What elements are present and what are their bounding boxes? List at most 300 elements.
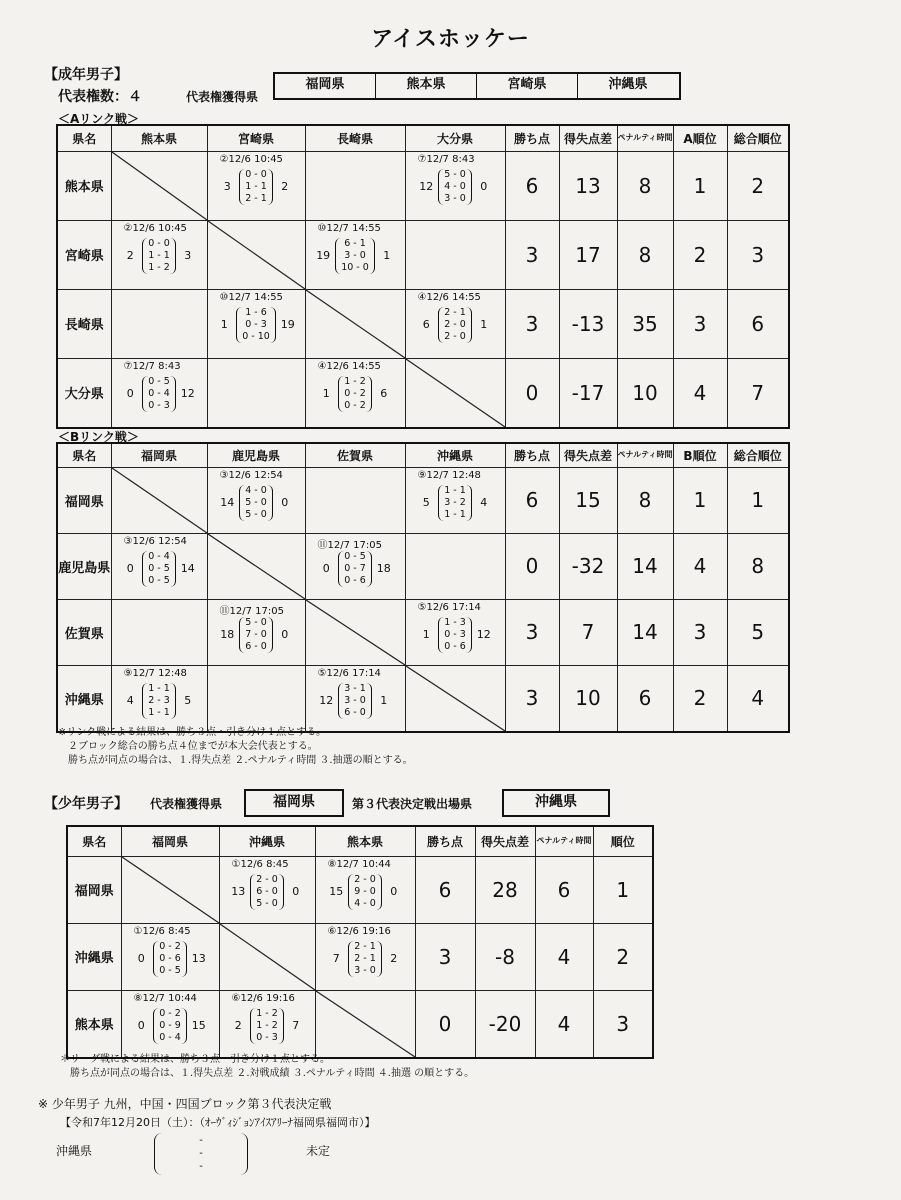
penalty-cell: 10 <box>617 358 673 428</box>
diff-cell: -17 <box>559 358 617 428</box>
period-score: 10 - 0 <box>341 261 369 273</box>
match-cell <box>315 990 415 1058</box>
period-score: 0 - 5 <box>344 550 366 562</box>
match-score <box>306 551 405 587</box>
period-score: 3 - 1 <box>344 682 366 694</box>
diff-cell: 13 <box>559 151 617 220</box>
match-cell <box>111 533 207 599</box>
penalty-cell: 14 <box>617 533 673 599</box>
period-score: 6 - 0 <box>344 706 366 718</box>
match-result <box>208 600 305 665</box>
period-score: 4 - 0 <box>354 897 376 909</box>
table-row <box>67 990 653 1058</box>
match-cell <box>315 923 415 990</box>
match-date: ④12/6 14:55 <box>317 360 381 372</box>
period-score: 2 - 0 <box>354 873 376 885</box>
header-diff: 得失点差 <box>475 826 535 856</box>
match-cell <box>315 856 415 923</box>
match-date: ③12/6 12:54 <box>123 535 187 547</box>
total-rank-cell: 3 <box>727 220 789 289</box>
period-score: 5 - 0 <box>245 616 267 628</box>
period-score: 1 - 2 <box>256 1007 278 1019</box>
rank-cell: 4 <box>673 358 727 428</box>
diagonal-line <box>316 991 415 1057</box>
header-team: 熊本県 <box>315 826 415 856</box>
period-scores <box>250 1008 284 1044</box>
penalty-cell: 6 <box>617 665 673 732</box>
points-cell: 3 <box>415 923 475 990</box>
match-date: ⑥12/6 19:16 <box>327 925 391 937</box>
row-team: 熊本県 <box>57 151 111 220</box>
goals-for: 0 <box>126 562 134 575</box>
header-team: 福岡県 <box>111 443 207 467</box>
goals-for: 12 <box>319 694 334 707</box>
header-total-rank: 総合順位 <box>727 443 789 467</box>
header-row <box>57 125 789 151</box>
period-score: 0 - 6 <box>159 952 181 964</box>
goals-against: 6 <box>380 387 388 400</box>
match-result <box>122 924 219 990</box>
match-score <box>122 941 219 977</box>
match-cell <box>305 289 405 358</box>
total-rank-cell: 6 <box>727 289 789 358</box>
match-cell <box>121 990 219 1058</box>
diff-cell: 28 <box>475 856 535 923</box>
period-score: 0 - 3 <box>444 628 466 640</box>
note-line: 勝ち点が同点の場合は、１.得失点差 ２.対戦成績 ３.ペナルティ時間 ４.抽選 の順とする。 <box>70 1068 475 1079</box>
match-score <box>208 485 305 521</box>
header-penalty: ペナルティ時間 <box>535 826 593 856</box>
match-cell <box>405 467 505 533</box>
table-row <box>57 467 789 533</box>
goals-against: 14 <box>180 562 195 575</box>
period-score: 0 - 4 <box>148 387 170 399</box>
points-cell: 0 <box>505 533 559 599</box>
match-result <box>220 991 315 1057</box>
match-result <box>208 468 305 533</box>
match-score <box>406 617 505 653</box>
match-cell <box>305 220 405 289</box>
period-score: 0 - 9 <box>159 1019 181 1031</box>
match-date: ⑪12/7 17:05 <box>219 605 284 617</box>
match-cell <box>207 289 305 358</box>
diff-cell: -32 <box>559 533 617 599</box>
adult-section-label: 【成年男子】 <box>44 67 128 83</box>
match-score <box>208 169 305 205</box>
goals-for: 0 <box>126 387 134 400</box>
goals-for: 4 <box>126 694 134 707</box>
header-rank: A順位 <box>673 125 727 151</box>
row-team: 福岡県 <box>57 467 111 533</box>
match-result <box>208 290 305 358</box>
table-row <box>57 533 789 599</box>
match-result <box>406 600 505 665</box>
header-pref: 県名 <box>67 826 121 856</box>
row-team: 熊本県 <box>67 990 121 1058</box>
playoff-team: 沖縄県 <box>56 1144 93 1158</box>
header-diff: 得失点差 <box>559 443 617 467</box>
points-cell: 6 <box>505 467 559 533</box>
goals-against: 0 <box>480 180 488 193</box>
header-points: 勝ち点 <box>505 443 559 467</box>
table-row <box>57 665 789 732</box>
header-team: 大分県 <box>405 125 505 151</box>
total-rank-cell: 2 <box>727 151 789 220</box>
period-score: 9 - 0 <box>354 885 376 897</box>
match-date: ②12/6 10:45 <box>123 222 187 234</box>
youth-table <box>66 825 654 1059</box>
header-team: 宮崎県 <box>207 125 305 151</box>
adult-notes <box>58 726 413 768</box>
goals-for: 15 <box>329 885 344 898</box>
header-row <box>57 443 789 467</box>
match-cell <box>207 599 305 665</box>
period-score: 2 - 0 <box>256 873 278 885</box>
diff-cell: 7 <box>559 599 617 665</box>
period-scores <box>348 874 382 910</box>
diagonal-line <box>112 152 207 220</box>
match-cell <box>219 856 315 923</box>
playoff-opponent: 未定 <box>306 1144 331 1158</box>
match-cell <box>405 358 505 428</box>
match-date: ④12/6 14:55 <box>417 291 481 303</box>
goals-for: 13 <box>231 885 246 898</box>
match-date: ⑥12/6 19:16 <box>231 992 295 1004</box>
period-score: 5 - 0 <box>245 496 267 508</box>
match-cell <box>111 467 207 533</box>
period-score: 3 - 0 <box>354 964 376 976</box>
goals-against: 15 <box>191 1019 206 1032</box>
period-score: 2 - 0 <box>444 318 466 330</box>
table-row <box>57 220 789 289</box>
match-cell <box>305 151 405 220</box>
match-cell <box>305 599 405 665</box>
period-score: 1 - 1 <box>444 508 466 520</box>
period-score: 0 - 5 <box>148 574 170 586</box>
match-cell <box>305 665 405 732</box>
points-cell: 3 <box>505 289 559 358</box>
goals-for: 0 <box>322 562 330 575</box>
period-score: 2 - 3 <box>148 694 170 706</box>
playoff-score: - <box>199 1148 203 1159</box>
header-team: 熊本県 <box>111 125 207 151</box>
goals-for: 5 <box>422 496 430 509</box>
period-score: 0 - 4 <box>159 1031 181 1043</box>
youth-notes <box>60 1053 474 1081</box>
rank-cell: 4 <box>673 533 727 599</box>
rank-cell: 2 <box>593 923 653 990</box>
goals-against: 2 <box>390 952 398 965</box>
period-score: 2 - 1 <box>245 192 267 204</box>
header-pref: 県名 <box>57 125 111 151</box>
header-pref: 県名 <box>57 443 111 467</box>
match-cell <box>111 599 207 665</box>
header-team: 佐賀県 <box>305 443 405 467</box>
match-cell <box>121 856 219 923</box>
period-scores <box>239 617 273 653</box>
goals-against: 1 <box>380 694 388 707</box>
rep-label: 代表権獲得県 <box>186 90 259 104</box>
match-result <box>316 924 415 990</box>
table-row <box>57 151 789 220</box>
goals-against: 2 <box>281 180 289 193</box>
match-cell <box>111 289 207 358</box>
match-result <box>112 359 207 427</box>
match-date: ⑪12/7 17:05 <box>317 539 382 551</box>
match-score <box>112 238 207 274</box>
points-cell: 6 <box>505 151 559 220</box>
period-scores <box>438 485 472 521</box>
diff-cell: 10 <box>559 665 617 732</box>
period-score: 1 - 1 <box>148 682 170 694</box>
match-result <box>208 152 305 220</box>
a-league-table <box>56 124 790 429</box>
match-result <box>306 359 405 427</box>
header-rank: 順位 <box>593 826 653 856</box>
period-scores <box>153 1008 187 1044</box>
match-date: ⑤12/6 17:14 <box>317 667 381 679</box>
match-date: ⑩12/7 14:55 <box>219 291 283 303</box>
match-cell <box>405 665 505 732</box>
match-date: ⑨12/7 12:48 <box>123 667 187 679</box>
period-scores <box>239 485 273 521</box>
penalty-cell: 8 <box>617 151 673 220</box>
goals-for: 14 <box>220 496 235 509</box>
table-row <box>57 599 789 665</box>
match-score <box>316 874 415 910</box>
match-score <box>406 485 505 521</box>
header-team: 鹿児島県 <box>207 443 305 467</box>
points-cell: 3 <box>505 665 559 732</box>
match-date: ⑨12/7 12:48 <box>417 469 481 481</box>
period-score: 5 - 0 <box>256 897 278 909</box>
note-line: ２ブロック総合の勝ち点４位までが本大会代表とする。 <box>68 741 318 752</box>
table-row <box>57 289 789 358</box>
period-score: 0 - 10 <box>242 330 270 342</box>
match-date: ②12/6 10:45 <box>219 153 283 165</box>
period-score: 4 - 0 <box>444 180 466 192</box>
match-score <box>208 617 305 653</box>
youth-section-label: 【少年男子】 <box>44 796 128 812</box>
match-score <box>112 376 207 412</box>
goals-against: 13 <box>191 952 206 965</box>
period-score: 0 - 3 <box>148 399 170 411</box>
period-score: 1 - 1 <box>245 180 267 192</box>
match-cell <box>405 533 505 599</box>
match-result <box>306 666 405 731</box>
goals-against: 0 <box>281 496 289 509</box>
diagonal-line <box>406 359 505 427</box>
period-score: 0 - 2 <box>344 399 366 411</box>
period-scores <box>142 551 176 587</box>
period-score: 0 - 6 <box>344 574 366 586</box>
goals-for: 18 <box>220 628 235 641</box>
period-score: 4 - 0 <box>245 484 267 496</box>
period-scores <box>239 169 273 205</box>
period-score: 2 - 1 <box>354 952 376 964</box>
header-penalty: ペナルティ時間 <box>617 443 673 467</box>
rank-cell: 1 <box>673 151 727 220</box>
goals-against: 0 <box>281 628 289 641</box>
period-scores <box>153 941 187 977</box>
row-team: 佐賀県 <box>57 599 111 665</box>
page-title: アイスホッケー <box>371 27 530 52</box>
period-score: 1 - 2 <box>256 1019 278 1031</box>
note-line: ＊リーグ戦による結果は、勝ち３点・引き分け１点とする。 <box>60 1054 330 1065</box>
note-line: ※リンク戦による結果は、勝ち３点・引き分け１点とする。 <box>58 727 327 738</box>
period-score: 2 - 1 <box>354 940 376 952</box>
period-scores <box>338 376 372 412</box>
header-team: 福岡県 <box>121 826 219 856</box>
row-team: 沖縄県 <box>67 923 121 990</box>
rep-item: 福岡県 <box>275 74 376 98</box>
diff-cell: -8 <box>475 923 535 990</box>
playoff-score: - <box>199 1161 203 1172</box>
match-date: ⑩12/7 14:55 <box>317 222 381 234</box>
match-score <box>208 307 305 343</box>
youth-rep-label: 代表権獲得県 <box>150 797 223 811</box>
row-team: 宮崎県 <box>57 220 111 289</box>
match-cell <box>207 220 305 289</box>
goals-for: 6 <box>422 318 430 331</box>
match-score <box>220 874 315 910</box>
period-score: 0 - 2 <box>159 1007 181 1019</box>
match-cell <box>219 990 315 1058</box>
match-date: ⑦12/7 8:43 <box>123 360 181 372</box>
penalty-cell: 35 <box>617 289 673 358</box>
diagonal-line <box>306 290 405 358</box>
period-scores <box>348 941 382 977</box>
period-score: 6 - 0 <box>245 640 267 652</box>
rep-item: 熊本県 <box>376 74 477 98</box>
diagonal-line <box>122 857 219 923</box>
diff-cell: 15 <box>559 467 617 533</box>
rank-cell: 3 <box>673 599 727 665</box>
match-cell <box>207 151 305 220</box>
match-result <box>112 666 207 731</box>
period-scores <box>142 683 176 719</box>
goals-against: 4 <box>480 496 488 509</box>
match-cell <box>207 533 305 599</box>
period-score: 0 - 0 <box>245 168 267 180</box>
match-date: ①12/6 8:45 <box>133 925 191 937</box>
points-cell: 0 <box>415 990 475 1058</box>
points-cell: 6 <box>415 856 475 923</box>
playoff-venue: 【令和7年12月20日（土）：（ｵｰｳﾞｨｼﾞｮﾝｱｲｽｱﾘｰﾅ福岡県福岡市）】 <box>60 1116 376 1129</box>
points-cell: 0 <box>505 358 559 428</box>
third-label: 第３代表決定戦出場県 <box>352 797 473 811</box>
playoff-score: - <box>199 1135 203 1146</box>
diff-cell: -20 <box>475 990 535 1058</box>
period-score: 5 - 0 <box>444 168 466 180</box>
goals-for: 1 <box>322 387 330 400</box>
goals-for: 19 <box>316 249 331 262</box>
period-score: 0 - 5 <box>159 964 181 976</box>
period-score: 0 - 7 <box>344 562 366 574</box>
match-result <box>406 468 505 533</box>
playoff-title: ※ 少年男子 九州，中国・四国ブロック第３代表決定戦 <box>38 1097 332 1111</box>
period-score: 0 - 3 <box>245 318 267 330</box>
rank-cell: 1 <box>593 856 653 923</box>
period-score: 0 - 5 <box>148 375 170 387</box>
period-score: 0 - 4 <box>148 550 170 562</box>
period-scores <box>438 617 472 653</box>
row-team: 大分県 <box>57 358 111 428</box>
match-result <box>112 534 207 599</box>
total-rank-cell: 1 <box>727 467 789 533</box>
row-team: 福岡県 <box>67 856 121 923</box>
penalty-cell: 4 <box>535 990 593 1058</box>
goals-against: 3 <box>184 249 192 262</box>
period-score: 6 - 0 <box>256 885 278 897</box>
match-date: ⑧12/7 10:44 <box>327 858 391 870</box>
header-team: 沖縄県 <box>405 443 505 467</box>
match-score <box>112 683 207 719</box>
match-score <box>220 1008 315 1044</box>
header-rank: B順位 <box>673 443 727 467</box>
period-scores <box>338 551 372 587</box>
goals-for: 2 <box>126 249 134 262</box>
period-score: 1 - 2 <box>344 375 366 387</box>
match-result <box>306 221 405 289</box>
rep-item: 宮崎県 <box>477 74 578 98</box>
goals-for: 7 <box>332 952 340 965</box>
match-result <box>406 152 505 220</box>
header-row <box>67 826 653 856</box>
match-score <box>316 941 415 977</box>
table-row <box>67 923 653 990</box>
period-score: 1 - 6 <box>245 306 267 318</box>
penalty-cell: 6 <box>535 856 593 923</box>
goals-for: 2 <box>234 1019 242 1032</box>
rank-cell: 3 <box>593 990 653 1058</box>
penalty-cell: 8 <box>617 220 673 289</box>
header-points: 勝ち点 <box>505 125 559 151</box>
diagonal-line <box>112 468 207 533</box>
row-team: 鹿児島県 <box>57 533 111 599</box>
third-team: 沖縄県 <box>502 789 610 817</box>
diff-cell: 17 <box>559 220 617 289</box>
header-points: 勝ち点 <box>415 826 475 856</box>
diagonal-line <box>306 600 405 665</box>
points-cell: 3 <box>505 599 559 665</box>
goals-against: 12 <box>180 387 195 400</box>
header-team: 長崎県 <box>305 125 405 151</box>
period-score: 1 - 2 <box>148 261 170 273</box>
rep-item: 沖縄県 <box>608 77 648 92</box>
rep-list <box>273 72 681 100</box>
match-result <box>122 991 219 1057</box>
rank-cell: 2 <box>673 665 727 732</box>
table-row <box>57 358 789 428</box>
match-result <box>406 290 505 358</box>
a-league-label: ＜Aリンク戦＞ <box>58 112 140 126</box>
match-date: ①12/6 8:45 <box>231 858 289 870</box>
match-cell <box>207 665 305 732</box>
total-rank-cell: 4 <box>727 665 789 732</box>
match-score <box>306 238 405 274</box>
period-score: 0 - 6 <box>444 640 466 652</box>
total-rank-cell: 5 <box>727 599 789 665</box>
match-cell <box>207 358 305 428</box>
goals-against: 18 <box>376 562 391 575</box>
period-score: 1 - 3 <box>444 616 466 628</box>
total-rank-cell: 7 <box>727 358 789 428</box>
match-date: ③12/6 12:54 <box>219 469 283 481</box>
match-cell <box>111 358 207 428</box>
diagonal-line <box>406 666 505 731</box>
goals-for: 1 <box>220 318 228 331</box>
